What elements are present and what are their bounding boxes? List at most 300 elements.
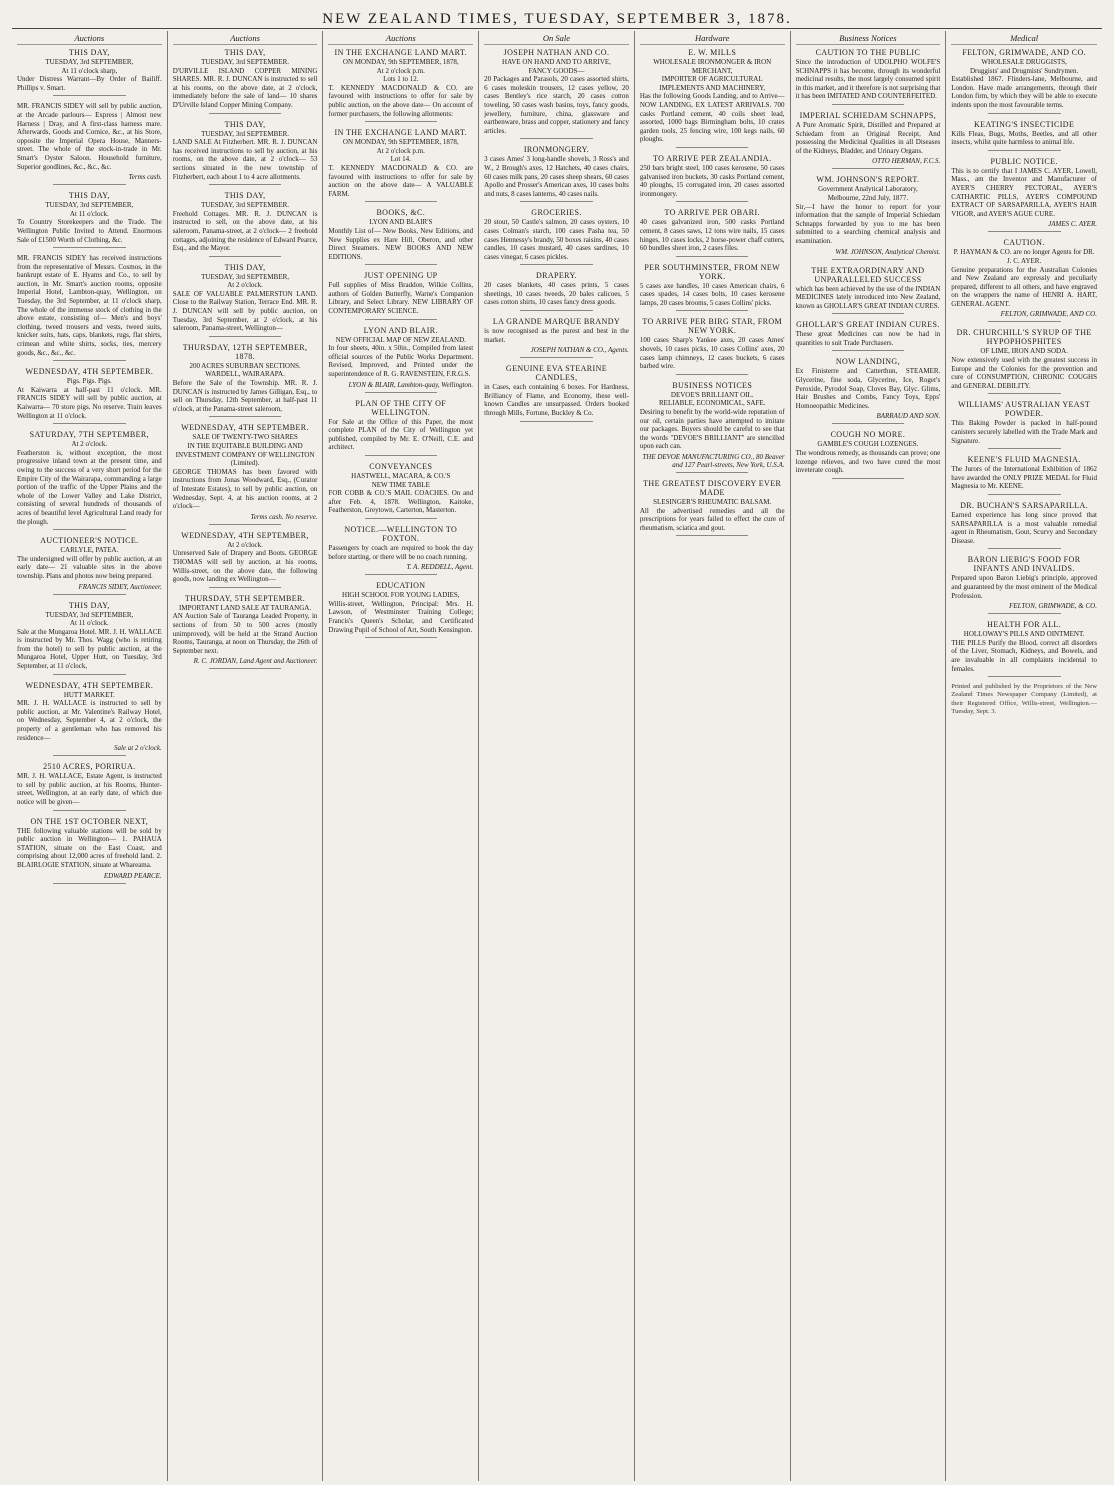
ad-divider [53, 360, 125, 361]
ad-title: GHOLLAR'S GREAT INDIAN CURES. [796, 320, 940, 330]
ad-title: WEDNESDAY, 4TH SEPTEMBER. [25, 680, 154, 690]
ad-line: At 11 o'clock. [69, 619, 109, 628]
advertisement [484, 48, 629, 139]
advertisement [640, 479, 785, 536]
ad-signature: Terms cash. [128, 173, 162, 182]
ad-body: MR. J. H. WALLACE, Estate Agent, is instructed to sell by public auction, at his Rooms, Hunter-street, Wellington, at an early date, of which due notice will be given— [17, 772, 162, 806]
ad-body: In four sheets, 40in. x 50in., Compiled from latest official sources of the Public Works Department. Revised, Improved, and Printed under the superintendence of R. G. RAVENSTEIN, F.R.G.S. [328, 344, 474, 379]
ad-line: SALE OF TWENTY-TWO SHARES [192, 433, 298, 442]
column-6 [791, 31, 947, 1481]
ad-title: ON THE 1ST OCTOBER NEXT, [30, 816, 149, 826]
ad-body: Sir,—I have the honor to report for your information that the sample of Imperial Schiedam Schnapps forwarded by you to me has been submitted to a searching chemical analysis and examination. [795, 202, 941, 245]
ad-line: RELIABLE, ECONOMICAL, SAFE. [659, 399, 766, 408]
advertisement [951, 400, 1097, 449]
advertisement [796, 320, 941, 351]
ad-body: Unreserved Sale of Drapery and Boots. GEORGE THOMAS will sell by auction, at his rooms, Willis-street, on the above date, the following goods, now landing ex Wellington— [172, 549, 318, 584]
advertisement [17, 254, 162, 361]
column-4 [479, 31, 635, 1481]
ad-body: Prepared upon Baron Liebig's principle, approved and guaranteed by the most eminent of the Medical Profession. [951, 574, 1097, 600]
masthead [12, 6, 1102, 29]
ad-divider [53, 423, 125, 424]
ad-line: IMPORTANT LAND SALE AT TAURANGA. [179, 603, 312, 612]
ad-line: At 11 o'clock. [69, 209, 109, 218]
ad-divider [53, 184, 125, 185]
ad-body: A Pure Aromatic Spirit, Distilled and Prepared at Schiedam from an Original Receipt, And possessing the Medicinal Qualities in all Diseases of the Kidneys, Bladder, and Urinary Organs. [795, 120, 941, 155]
ad-body: Full supplies of Miss Braddon, Wilkie Collins, authors of Golden Butterfly, Warne's Companion Library, and Select Library. NEW LIBRARY OF CONTEMPORARY SCIENCE. [328, 281, 474, 316]
ad-title: COUGH NO MORE. [830, 430, 906, 440]
ad-title: KEENE'S FLUID MAGNESIA. [967, 455, 1081, 465]
ad-body: FOR COBB & CO.'S MAIL COACHES. On and after Feb. 4, 1878. Wellington, Kaitoke, Featherston, Greytown, Carterton, Masterton. [328, 489, 474, 515]
ad-divider [832, 168, 904, 169]
advertisement [484, 317, 629, 358]
column-3 [323, 31, 479, 1481]
ad-divider [53, 674, 125, 675]
masthead-title: NEW ZEALAND TIMES, TUESDAY, SEPTEMBER 3, 1878. [322, 11, 792, 27]
ad-body: Has the following Goods Landing, and to Arrive— NOW LANDING, EX LATEST ARRIVALS. 700 casks Portland cement, 40 coils sheet lead, assorted, 1000 bags Birmingham bolts, 10 crates garden tools, 25 fencing wire, 100 kegs nails, 60 ploughs. [639, 92, 785, 144]
ad-body: Passengers by coach are required to book the day before starting, or there will be no coach running. [328, 543, 474, 561]
ad-body: To Country Storekeepers and the Trade. The Wellington Public Invited to Attend. Enormous Sale of £1500 Worth of Clothing, &c. [17, 218, 162, 244]
ad-body: For Sale at the Office of this Paper, the most complete PLAN of the City of Wellington yet published, compiled by Mr. E. O'Neill, C.E. and architect. [328, 417, 474, 452]
advertisement [640, 317, 785, 374]
ad-body: MR. FRANCIS SIDEY has received instructions from the representative of Messrs. Cosmos, in the bankrupt estate of E. Hyams and Co., to sell by auction, in Mr. Smart's auction rooms, opposite Imperial Hotel, Lambton-quay, Wellington, on Tuesday, the 3rd September, at 11 o'clock sharp, The whole of the immense stock of clothing in the above estate, consisting of— Men's and boys' clothing, tweed trousers and vests, tweed suits, knicker suits, hats, caps, blankets, rugs, flat shirts, crimean and white shirts, socks, ties, mercery goods, &c., &c., &c. [17, 254, 162, 357]
ad-title: LA GRANDE MARQUE BRANDY [492, 317, 621, 327]
advertisement [17, 681, 162, 757]
ad-line: CARLYLE, PATEA. [60, 546, 119, 555]
ad-body: AN Auction Sale of Tauranga Leaded Property, in sections of from 50 to 500 acres (mostly unimproved), will be held at the Strand Auction Rooms, Tauranga, at noon on Thursday, the 26th of September next. [172, 612, 318, 655]
ad-title: GROCERIES. [531, 208, 582, 218]
ad-title: KEATING'S INSECTICIDE [973, 119, 1075, 129]
ad-body: Since the introduction of UDOLPHO WOLFE'S SCHNAPPS it has become, through its wonderful medicinal results, the most largely consumed spirit in this market, and it therefore is not surprising that it has been IMITATED AND COUNTERFEITED. [795, 58, 941, 101]
ad-body: At Kaiwarra at half-past 11 o'clock. MR. FRANCIS SIDEY will sell by public auction, at Kaiwarra— 70 store pigs. No reserve. Train leaves Wellington at 11 o'clock. [17, 385, 162, 420]
advertisement [328, 462, 473, 519]
ad-body: T. KENNEDY MACDONALD & CO. are favoured with instructions to offer for sale by auction on the above date— A VALUABLE FARM. [328, 163, 474, 198]
advertisement [640, 208, 785, 256]
ad-signature: OTTO HERMAN, F.C.S. [872, 157, 941, 166]
ad-title: TO ARRIVE PER OBARI. [664, 208, 760, 218]
ad-title: IRONMONGERY. [523, 145, 590, 155]
ad-title: THURSDAY, 12TH SEPTEMBER, 1878. [182, 342, 308, 361]
advertisement [951, 157, 1097, 233]
ad-title: THE GREATEST DISCOVERY EVER MADE [643, 479, 782, 497]
advertisement [796, 430, 941, 478]
ad-line: IMPORTER OF AGRICULTURAL IMPLEMENTS AND MACHINERY, [659, 75, 766, 92]
ad-divider [988, 448, 1061, 449]
ad-body: GEORGE THOMAS has been favored with instructions from Jonas Woodward, Esq., (Curator of Intestate Estates), to sell by public auction, on Wednesday, Sept. 4, at his auction rooms, at 2 o'clock— [172, 467, 318, 511]
advertisement [17, 48, 162, 96]
ad-divider [365, 264, 437, 265]
ad-body: which has been achieved by the use of the INDIAN MEDICINES lately introduced into New Zealand, known as GHOLLAR'S GREAT INDIAN CURES. [795, 284, 941, 310]
ad-body: Under Distress Warrant—By Order of Bailiff. Phillips v. Smart. [17, 75, 162, 92]
ad-title: JOSEPH NATHAN AND CO. [503, 48, 610, 57]
ad-body: MR. FRANCIS SIDEY will sell by public auction, at the Arcade parlours— Express | Almost new Harness | Dray, and A first-class harness mare. Afterwards, Goods and Cornice, &c., at his Store, opposite the Imperial Opera House, Manners-street. The whole of the stock-in-trade in Mr. Smart's Oyster Saloon. Household furniture, Superior goodlines, &c., &c., &c. [17, 102, 162, 171]
ad-divider [988, 613, 1061, 614]
ad-line: TUESDAY, 3rd SEPTEMBER. [201, 58, 290, 66]
ad-line: WARDELL, WAIRARAPA. [205, 370, 285, 379]
ad-body: 40 cases galvanized iron, 500 casks Portland cement, 8 cases saws, 12 tons wire nails, 15 cases hinges, 10 cases locks, 2 horse-power chaff cutters, 60 bundles sheet iron, 2 cases files. [639, 218, 785, 253]
advertisement [796, 357, 941, 424]
advertisement [796, 111, 941, 169]
advertisement [328, 208, 473, 265]
ad-divider [209, 416, 281, 417]
ad-title: PER SOUTHMINSTER, FROM NEW YORK. [644, 262, 781, 281]
ad-title: SATURDAY, 7TH SEPTEMBER, [29, 430, 150, 440]
ad-signature: WM. JOHNSON, Analytical Chemist. [835, 247, 941, 256]
ad-body: The Jurors of the International Exhibition of 1862 have awarded the ONLY PRIZE MEDAL for Fluid Magnesia to Mr. KEENE. [951, 465, 1097, 491]
ad-title: E. W. MILLS [688, 48, 737, 57]
advertisement [328, 525, 473, 575]
ad-line: Druggists' and Drugmists' Sundrymen. [969, 66, 1079, 75]
ad-title: IMPERIAL SCHIEDAM SCHNAPPS, [799, 110, 937, 120]
advertisement [328, 326, 473, 393]
ad-body: 100 cases Sharp's Yankee axes, 20 cases Ames' shovels, 10 cases picks, 10 cases Collins' axes, 20 cases lamp chimneys, 12 cases buckets, 6 cases barbed wire. [639, 336, 785, 371]
ad-title: THIS DAY, [68, 600, 110, 610]
ad-divider [365, 319, 437, 320]
ad-line: TUESDAY, 3rd SEPTEMBER, [45, 58, 134, 66]
ad-body: 20 stout, 50 Castle's salmon, 20 cases oysters, 10 cases Colman's starch, 100 cases Pasha tea, 50 cases Hennessy's brandy, 50 boxes raisins, 40 cases candles, 10 cases mustard, 40 cases sardines, 10 cases vinegar, 6 cases pickles. [484, 218, 629, 261]
ad-divider [365, 201, 437, 202]
ad-divider [988, 150, 1061, 151]
ad-title: THIS DAY, [224, 262, 266, 272]
advertisement [951, 48, 1097, 114]
ad-divider [520, 310, 592, 311]
ad-body: Freehold Cottages. MR. R. J. DUNCAN is instructed to sell, on the above date, at his saleroom, Panama-street, at 2 o'clock— 2 freehold cottages, adjoining the residence of Edward Pearce, Esq., and the Mayor. [172, 209, 318, 253]
ad-body: LAND SALE At Fitzherbert. MR. R. J. DUNCAN has received instructions to sell by auction, at his rooms, on the above date, at 2 o'clock— 53 sections situated in the new township of Fitzherbert, each about 1 to 4 acre allotments. [172, 138, 318, 181]
ad-line: NEW TIME TABLE [371, 480, 430, 489]
ad-line: SLESINGER'S RHEUMATIC BALSAM. [653, 498, 772, 506]
ad-divider [365, 574, 437, 575]
ad-title: LYON AND BLAIR. [363, 325, 438, 335]
ad-divider [832, 350, 904, 351]
ad-line: IN THE EQUITABLE BUILDING AND INVESTMENT COMPANY OF WELLINGTON (Limited). [175, 442, 315, 468]
advertisement [640, 381, 785, 473]
ad-divider [53, 810, 125, 811]
ad-title: FELTON, GRIMWADE, AND CO. [962, 48, 1087, 57]
ad-divider [53, 755, 125, 756]
ad-title: THIS DAY, [224, 191, 266, 201]
ad-line: 200 ACRES SUBURBAN SECTIONS. [189, 361, 301, 370]
ad-line: HUTT MARKET. [63, 690, 115, 699]
ad-divider [520, 138, 592, 139]
ad-line: At 2 o'clock p.m. [376, 146, 425, 155]
advertisement [328, 271, 473, 319]
ad-line: HASTWELL, MACARA, & CO.'S [351, 472, 451, 480]
ad-body: MR. J. H. WALLACE is instructed to sell by public auction, at Mr. Valentine's Railway Hotel, on Wednesday, September 4, at 2 o'clock, the property of a gentleman who has removed his residence— [17, 699, 162, 742]
ad-body: These great Medicines can now be had in quantities to suit Trade Purchasers. [795, 330, 941, 347]
ad-signature: FELTON, GRIMWADE, AND CO. [1000, 310, 1097, 319]
ad-title: CAUTION TO THE PUBLIC [815, 48, 921, 57]
ad-line: TUESDAY, 3rd SEPTEMBER. [201, 129, 290, 138]
advertisement [484, 271, 629, 311]
ad-divider [676, 201, 748, 202]
ad-divider [53, 95, 125, 96]
advertisement [328, 581, 473, 638]
ad-signature: FRANCIS SIDEY, Auctioneer. [78, 582, 162, 591]
column-head: Auctions [173, 33, 318, 45]
ad-title: BUSINESS NOTICES [672, 380, 753, 390]
ad-line: ON MONDAY, 9th SEPTEMBER, 1878, [342, 58, 459, 66]
ad-title: DR. BUCHAN'S SARSAPARILLA. [960, 501, 1089, 510]
ad-body: Before the Sale of the Township. MR. R. J. DUNCAN is instructed by James Gilligan, Esq., to sell on Thursday, 12th September, at half-past 11 o'clock, at the Panama-street saleroom, [172, 379, 318, 413]
ad-title: WM. JOHNSON'S REPORT. [816, 175, 920, 185]
ad-signature: LYON & BLAIR, Lambton-quay, Wellington. [348, 380, 474, 389]
ad-signature: JAMES C. AYER. [1048, 220, 1097, 229]
ad-body: is now recognised as the purest and best in the market. [484, 327, 629, 344]
advertisement [951, 501, 1097, 549]
ad-title: TO ARRIVE PER BIRG STAR, FROM NEW YORK. [642, 317, 783, 336]
advertisement [17, 601, 162, 675]
advertisement [173, 423, 318, 524]
ad-divider [520, 264, 592, 265]
ad-divider [209, 524, 281, 525]
advertisement [951, 328, 1097, 394]
ad-body: D'URVILLE ISLAND COPPER MINING SHARES. MR. R. J. DUNCAN is instructed to sell at his rooms, on the above date, at 2 o'clock, immediately before the sale of land— 10 shares D'Urville Island Copper Mining Company. [172, 66, 318, 109]
ad-body: THE following valuable stations will be sold by public auction in Wellington— 1. PAHAUA STATION, situate on the East Coast, and comprising about 12,000 acres of freehold land. 2. BLAIRLOGIE STATION, situate at Whareama. [17, 826, 162, 869]
column-7 [946, 31, 1102, 1481]
column-head: Auctions [328, 33, 473, 45]
ad-body: This Baking Powder is packed in half-pound canisters securely labelled with the Trade Mark and Signature. [951, 419, 1097, 445]
ad-divider [832, 259, 904, 260]
ad-line: TUESDAY, 3rd SEPTEMBER. [201, 201, 290, 210]
ad-title: BOOKS, &C. [376, 208, 426, 218]
ad-divider [53, 247, 125, 248]
advertisement [951, 620, 1097, 677]
ad-line: TUESDAY, 3rd SEPTEMBER, [45, 610, 134, 619]
ad-divider [520, 201, 592, 202]
ad-divider [832, 313, 904, 314]
ad-body: 250 bars bright steel, 100 cases kerosene, 50 cases galvanised iron buckets, 30 casks Portland cement, 40 ploughs, 15 corrugated iron, 20 cases assorted ironmongery. [639, 163, 785, 198]
ad-line: TUESDAY, 3rd SEPTEMBER, [201, 272, 290, 281]
ad-divider [676, 256, 748, 257]
advertisement [951, 238, 1097, 322]
ad-body: Ex Finisterre and Catterthun, STEAMER. Glycerine, fine soda, Glycerine, Ice, Roger's Peroxide, Pyrodol Soap, Cloves Bay, Glyc. Glims, Hair Brushes and Combs, Fancy Toys, Epps' Homoeopathic Medicines. [795, 367, 941, 410]
footer-imprint: Printed and published by the Proprietors of the New Zealand Times Newspaper Company (Limited), at their Registered Office, Willis-street, Wellington.—Tuesday, Sept. 3. [951, 683, 1097, 715]
ad-signature: Sale at 2 o'clock. [113, 744, 162, 753]
ad-line: Pigs. Pigs. Pigs. [66, 377, 112, 386]
ad-title: NOTICE.—WELLINGTON TO FOXTON. [344, 524, 458, 543]
ad-line: At 2 o'clock p.m. [376, 66, 425, 75]
ad-divider [365, 518, 437, 519]
ad-body: Sale at the Mungaroa Hotel. MR. J. H. WALLACE is instructed by Mr. Thos. Wagg (who is retiring from the hotel) to sell by public auction, at the Mungaroa Hotel, Upper Hutt, on Tuesday, 3rd September, at 11 o'clock, [17, 627, 162, 671]
ad-body: The undersigned will offer by public auction, at an early date— 21 valuable sites in the above township. Plans and photos now being prepared. [17, 554, 162, 580]
ad-divider [365, 121, 437, 122]
ad-line: OF LIME, IRON AND SODA. [980, 347, 1068, 356]
ad-body: THE PILLS Purify the Blood, correct all disorders of the Liver, Stomach, Kidneys, and Bowels, and are invaluable in all complaints incidental to females. [951, 638, 1097, 673]
ad-line: LYON AND BLAIR'S [369, 218, 433, 227]
ad-body: 20 cases blankets, 40 cases prints, 5 cases sheetings, 10 cases tweeds, 20 bales calicoes, 5 cases cotton shirts, 10 cases fancy dress goods. [484, 281, 629, 307]
advertisement [173, 594, 318, 670]
ad-title: 2510 ACRES, PORIRUA. [43, 762, 136, 772]
ad-signature: Terms cash. No reserve. [250, 512, 318, 521]
ad-divider [988, 494, 1061, 495]
ad-line: ON MONDAY, 9th SEPTEMBER, 1878, [342, 138, 459, 147]
ad-body: SALE OF VALUABLE PALMERSTON LAND. Close to the Railway Station, Terrace End. MR. R. J. DUNCAN will sell by public auction, on Tuesday, 3rd September, at 2 o'clock, at his saleroom, Panama-street, Wellington— [172, 289, 318, 333]
ad-line: TUESDAY, 3rd SEPTEMBER, [45, 201, 134, 210]
ad-signature: FELTON, GRIMWADE, & CO. [1009, 602, 1097, 611]
ad-body: The wondrous remedy, as thousands can prove; one lozenge relieves, and two have cured the most inveterate cough. [795, 449, 941, 475]
ad-body: All the advertised remedies and all the prescriptions for years failed to effect the cure of rheumatism, sciatica and gout. [639, 506, 785, 532]
column-head: Medical [951, 33, 1097, 45]
advertisement [951, 555, 1097, 614]
column-2 [168, 31, 324, 1481]
ad-body: Willis-street, Wellington, Principal: Mrs. H. Lawson, of Westminster Training College; Francis's Queen's Scholar, and Certificated Drawing Pupil of School of Art, South Kensington. [328, 599, 474, 634]
ad-title: DR. CHURCHILL'S SYRUP OF THE HYPOPHOSPHITES [956, 328, 1092, 347]
ad-title: WEDNESDAY, 4TH SEPTEMBER, [181, 530, 309, 540]
column-5 [635, 31, 791, 1481]
ad-line: HOLLOWAY'S PILLS AND OINTMENT. [963, 630, 1085, 639]
ad-signature: THE DEVOE MANUFACTURING CO., 80 Beaver and 127 Pearl-streets, New York, U.S.A. [642, 453, 785, 469]
ad-divider [832, 478, 904, 479]
advertisement [640, 154, 785, 202]
ad-line: HAVE ON HAND AND TO ARRIVE, [502, 58, 611, 66]
advertisement [173, 343, 318, 418]
advertisement [17, 367, 162, 424]
advertisement [173, 191, 318, 257]
ad-line: Lots 1 to 12. [383, 75, 419, 84]
ad-title: JUST OPENING UP [364, 271, 438, 281]
ad-line: At 2 o'clock. [227, 281, 263, 290]
advertisement [328, 128, 473, 202]
ad-divider [988, 321, 1061, 322]
ad-divider [676, 472, 748, 473]
ad-divider [832, 104, 904, 105]
ad-body: Kills Fleas, Bugs, Moths, Beetles, and all other insects, whilst quite harmless to animal life. [951, 129, 1097, 147]
advertisement [951, 455, 1097, 495]
ad-line: HIGH SCHOOL FOR YOUNG LADIES, [342, 591, 460, 600]
advertisement [328, 399, 473, 456]
ad-title: EDUCATION [376, 581, 426, 591]
ad-line: WHOLESALE DRUGGISTS, [981, 58, 1067, 66]
ad-line: Government Analytical Laboratory, [818, 185, 918, 194]
advertisement [796, 175, 941, 259]
ad-divider [53, 529, 125, 530]
ad-body: This is to certify that I JAMES C. AYER, Lowell, Mass., am the Inventor and Manufacturer of AYER'S CHERRY PECTORAL, AYER'S CATHARTIC PILLS, AYER'S COMPOUND EXTRACT OF SARSAPARILLA, AYER'S HAIR VIGOR, and AYER'S AGUE CURE. [951, 166, 1097, 218]
advertisement [17, 102, 162, 185]
ad-divider [988, 676, 1061, 677]
ad-body: Earned experience has long since proved that SARSAPARILLA is a most valuable remedial agent in Rheumatism, Gout, Scurvy and Secondary Disease. [951, 511, 1097, 545]
ad-signature: T. A. REDDELL, Agent. [406, 563, 474, 572]
ad-title: WILLIAMS' AUSTRALIAN YEAST POWDER. [958, 400, 1091, 419]
column-head: On Sale [484, 33, 629, 45]
ad-title: IN THE EXCHANGE LAND MART. [334, 128, 468, 138]
ad-divider [988, 231, 1061, 232]
advertisement [17, 191, 162, 248]
advertisement [796, 266, 941, 315]
ad-divider [520, 357, 592, 358]
ad-divider [676, 310, 748, 311]
column-head: Auctions [17, 33, 162, 45]
ad-body: Established 1867. Flinders-lane, Melbourne, and London. Have made arrangements, through their London firm, by which they will be able to execute indents upon the most favourable terms. [951, 75, 1097, 109]
ad-divider [53, 594, 125, 595]
advertisement [640, 48, 785, 148]
ad-signature: R. C. JORDAN, Land Agent and Auctioneer. [193, 657, 318, 666]
ad-title: THIS DAY, [224, 48, 266, 57]
column-grid [12, 31, 1102, 1481]
column-head: Hardware [640, 33, 785, 45]
ad-title: PUBLIC NOTICE. [990, 156, 1058, 166]
advertisement [173, 120, 318, 186]
ad-line: P. HAYMAN & CO. are no longer Agents for DR. J. C. AYER. [953, 248, 1095, 265]
ad-body: 5 cases axe handles, 10 cases American chairs, 6 cases spades, 14 cases bolts, 10 cases kerosene lamps, 20 cases brooms, 5 cases Collins' picks. [639, 281, 785, 307]
advertisement [173, 531, 318, 588]
ad-title: THIS DAY, [68, 48, 110, 57]
advertisement [17, 430, 162, 530]
ad-line: NEW OFFICIAL MAP OF NEW ZEALAND. [335, 335, 466, 344]
ad-divider [988, 548, 1061, 549]
ad-body: 20 Packages and Parasols, 20 cases assorted shirts, 6 cases moleskin trousers, 12 cases yellow, 20 cases Bentley's rice starch, 20 cases cotton toweling, 50 cases wash basins, toys, fancy goods, jewellery, furniture, china, glassware and earthenware, brass and copper, stationery and fancy articles. [484, 75, 629, 135]
ad-title: IN THE EXCHANGE LAND MART. [334, 48, 468, 57]
ad-line: WHOLESALE IRONMONGER & IRON MERCHANT, [653, 58, 772, 75]
ad-title: PLAN OF THE CITY OF WELLINGTON. [355, 398, 447, 417]
advertisement [173, 263, 318, 337]
ad-line: At 11 o'clock sharp, [61, 66, 118, 75]
ad-body: T. KENNEDY MACDONALD & CO. are favoured with instructions to offer for sale by public auction, on the above date— On account of former purchasers, the following allotments: [328, 83, 474, 118]
ad-divider [209, 668, 281, 669]
ad-divider [988, 393, 1061, 394]
ad-title: NOW LANDING, [835, 357, 901, 367]
advertisement [951, 120, 1097, 151]
advertisement [328, 48, 473, 122]
ad-signature: JOSEPH NATHAN & CO., Agents. [530, 346, 629, 355]
ad-title: GENUINE EVA STEARINE CANDLES, [505, 364, 608, 383]
ad-divider [365, 637, 437, 638]
ad-title: HEALTH FOR ALL. [987, 620, 1062, 630]
ad-divider [53, 883, 125, 884]
advertisement [17, 817, 162, 884]
ad-line: DEVOE'S BRILLIANT OIL. [670, 390, 754, 399]
advertisement [17, 762, 162, 810]
ad-title: TO ARRIVE PER ZEALANDIA. [653, 153, 772, 163]
ad-title: THIS DAY, [68, 191, 110, 201]
ad-line: At 2 o'clock. [227, 540, 263, 549]
ad-line: Lot 14. [390, 155, 411, 164]
ad-line: At 2 o'clock. [71, 440, 108, 449]
advertisement [484, 208, 629, 265]
ad-title: CONVEYANCES [369, 462, 433, 471]
ad-divider [209, 587, 281, 588]
ad-divider [209, 256, 281, 257]
ad-body: Genuine preparations for the Australian Colonies and New Zealand are expressly and peculiarly prepared, different to all others, and have engraved on the wrappers the name of HENRI A. HART, GENERAL AGENT. [951, 265, 1097, 308]
ad-line: Melbourne, 22nd July, 1877. [827, 193, 909, 202]
ad-body: 3 cases Ames' 3 long-handle shovels, 3 Ross's and W., 2 Brough's axes, 12 Hatchets, 40 cases chairs, 60 cases milk pans, 20 cases sheep shears, 60 cases Apollo and Prosser's American axes, 10 cases bolts and nuts, 8 cases lanterns, 40 cases nails. [484, 155, 629, 198]
ad-divider [988, 113, 1061, 114]
ad-divider [520, 421, 592, 422]
ad-body: Now extensively used with the greatest success in Europe and the Colonies for the prevention and cure of CONSUMPTION, CHRONIC COUGHS and GENERAL DEBILITY. [951, 356, 1097, 390]
ad-title: WEDNESDAY, 4TH SEPTEMBER. [25, 367, 154, 377]
ad-signature: BARRAUD AND SON. [876, 412, 941, 421]
ad-divider [676, 535, 748, 536]
ad-signature: EDWARD PEARCE. [103, 871, 162, 880]
ad-divider [209, 113, 281, 114]
ad-title: DRAPERY. [535, 271, 578, 281]
ad-title: CAUTION. [1003, 238, 1045, 248]
ad-divider [676, 374, 748, 375]
ad-title: WEDNESDAY, 4TH SEPTEMBER. [181, 423, 309, 433]
advertisement [796, 48, 941, 105]
ad-divider [832, 423, 904, 424]
ad-divider [676, 147, 748, 148]
advertisement [640, 263, 785, 312]
ad-divider [365, 455, 437, 456]
ad-line: GAMBLE'S COUGH LOZENGES. [817, 440, 919, 449]
ad-body: in Cases, each containing 6 boxes. For Hardness, Brilliancy of Flame, and Economy, these well-known Candles are unsurpassed. Orders booked through Mills, Fortune, Buckley & Co. [484, 383, 629, 418]
ad-line: FANCY GOODS— [528, 66, 585, 75]
ad-title: AUCTIONEER'S NOTICE. [40, 536, 139, 546]
ad-body: Featherston is, without exception, the most progressive inland town at the present time, and owing to the success of a very short period for the Empire City of the Wairarapa, commanding a large portion of the traffic of the Upper Plains and the whole of the Lower Valley and Lake District, consisting of several hundreds of thousands of acres of beautiful level Agricultural Land ready for the plough. [17, 448, 162, 526]
column-1 [12, 31, 168, 1481]
ad-title: BARON LIEBIG'S FOOD FOR INFANTS AND INVALIDS. [967, 555, 1081, 574]
ad-body: Desiring to benefit by the world-wide reputation of our oil, certain parties have attempted to imitate our packages. Buyers should be careful to see that the words "DEVOE'S BRILLIANT" are stencilled upon each can. [639, 408, 785, 451]
ad-body: Monthly List of— New Books, New Editions, and New Supplies ex Hare Hill, Oberon, and other Direct Steamers. NEW BOOKS AND NEW EDITIONS. [328, 226, 474, 261]
